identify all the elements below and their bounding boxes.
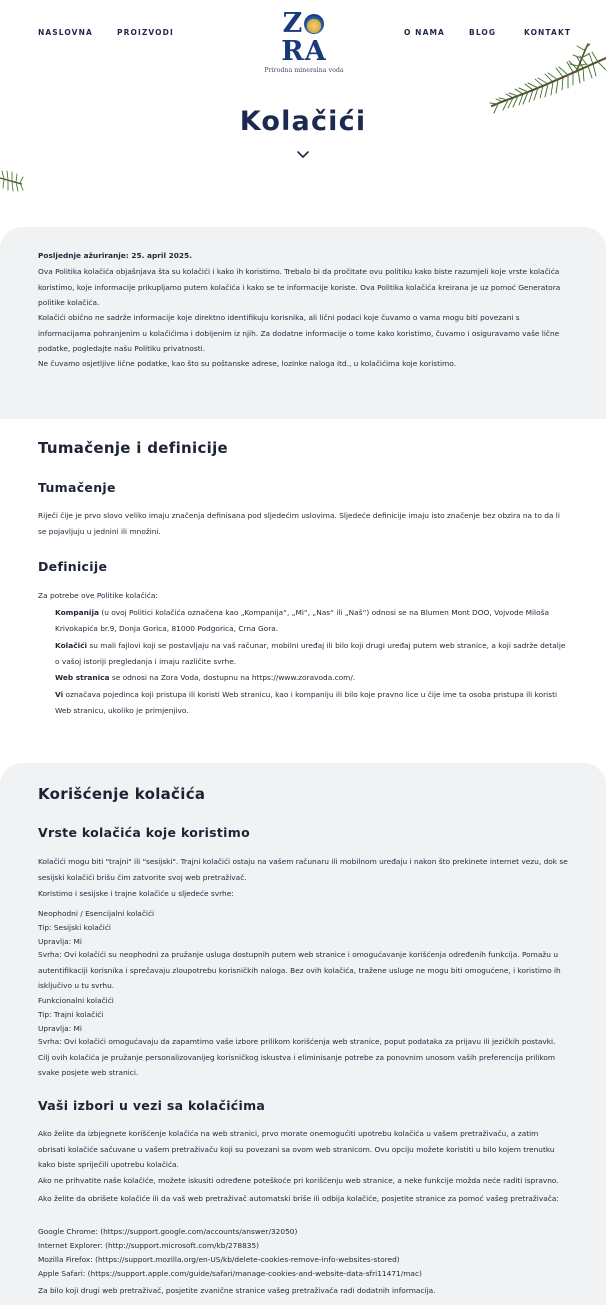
section-heading-definitions: Tumačenje i definicije [38,439,229,457]
functional-cookies-title: Funkcionalni kolačići [38,996,114,1005]
subheading-cookie-choices: Vaši izbori u vezi sa kolačićima [38,1098,266,1113]
nav-link-about[interactable]: O NAMA [404,28,445,37]
definition-item-website: Web stranica se odnosi na Zora Voda, dostupnu na https://www.zoravoda.com/. [55,673,356,682]
necessary-cookies-admin: Upravlja: Mi [38,937,82,946]
cookie-choices-paragraph: Ako želite da obrišete kolačiće ili da vaš web pretraživač automatski briše ili odbija kolačiće, posjetite stranice za pomoć vašeg pretraživača: [38,1194,559,1203]
interpretation-paragraph: Riječi čije je prvo slovo veliko imaju značenja definisana pod sljedećim uslovima. Sljedeće definicije imaju isto značenje bez obzira na to da li se pojavljuju u jednini ili množini. [38,511,560,536]
logo-tagline: Prirodna mineralna voda [264,67,344,74]
necessary-cookies-title: Neophodni / Esencijalni kolačići [38,909,155,918]
nav-link-contact[interactable]: KONTAKT [524,28,572,37]
nav-link-blog[interactable]: BLOG [469,28,497,37]
functional-cookies-type: Tip: Trajni kolačići [38,1010,104,1019]
definition-item-company: Kompanija (u ovoj Politici kolačića označena kao „Kompanija“, „Mi“, „Nas“ ili „Naš“) odnosi se na Blumen Mont DOO, Vojvode Miloša Krivokapića br.9, Donja Gorica, 81000 Podgorica, Crna Gora. [55,608,549,633]
browser-help-ie[interactable]: Internet Explorer: (http://support.microsoft.com/kb/278835) [38,1241,260,1250]
browser-help-safari[interactable]: Apple Safari: (https://support.apple.com/guide/safari/manage-cookies-and-website-data-sfri11471/mac) [38,1269,422,1278]
pine-branch-icon [0,160,26,200]
cookie-purposes-intro: Koristimo i sesijske i trajne kolačiće u sljedeće svrhe: [38,889,234,898]
intro-paragraph: Ne čuvamo osjetljive lične podatke, kao što su poštanske adrese, lozinke naloga itd., u kolačićima koje koristimo. [38,359,456,368]
intro-paragraph: Kolačići obično ne sadrže informacije koje direktno identifikuju korisnika, ali lični podaci koje čuvamo o vama mogu biti povezani s informacijama pohranjenim u kolačićima i dobijenim iz njih. Za dodatne informacije o tome kako koristimo, čuvamo i osiguravamo vaše lične podatke, pogledajte našu Politiku privatnosti. [38,313,560,353]
necessary-cookies-type: Tip: Sesijski kolačići [38,923,111,932]
subheading-cookie-types: Vrste kolačića koje koristimo [38,825,250,840]
functional-cookies-purpose: Svrha: Ovi kolačići omogućavaju da zapamtimo vaše izbore prilikom korišćenja web stranice, poput podataka za prijavu ili jezičkih postavki. Cilj ovih kolačića je pružanje personalizovanijeg korisničkog iskustva i eliminisanje potrebe za ponovnim unosom vaših preferencija prilikom svake posjete web stranici. [38,1037,556,1077]
intro-paragraph: Ova Politika kolačića objašnjava šta su kolačići i kako ih koristimo. Trebalo bi da pročitate ovu politiku kako biste razumjeli koje vrste kolačića koristimo, koje informacije prikupljamo putem kolačića i kako se te informacije koriste. Ova Politika kolačića kreirana je uz pomoć Generatora politike kolačića. [38,267,561,307]
chevron-down-icon[interactable] [296,150,310,160]
subheading-interpretation: Tumačenje [38,480,116,495]
functional-cookies-admin: Upravlja: Mi [38,1024,82,1033]
site-logo[interactable] [264,8,344,74]
cookie-choices-paragraph: Ako ne prihvatite naše kolačiće, možete iskusiti određene poteškoće pri korišćenju web stranice, a neke funkcije možda neće raditi ispravno. [38,1176,559,1185]
definition-item-you: Vi označava pojedinca koji pristupa ili koristi Web stranicu, kao i kompaniju ili bilo koje pravno lice u čije ime ta osoba pristupa ili koristi Web stranicu, ukoliko je primjenjivo. [55,690,558,715]
browser-help-chrome[interactable]: Google Chrome: (https://support.google.com/accounts/answer/32050) [38,1227,298,1236]
necessary-cookies-purpose: Svrha: Ovi kolačići su neophodni za pružanje usluga dostupnih putem web stranice i omogućavanje korišćenja određenih funkcija. Pomažu u autentifikaciji korisnika i sprečavaju zloupotrebu korisničkih naloga. Bez ovih kolačića, tražene usluge ne mogu biti omogućene, i koristimo ih isključivo u tu svrhu. [38,950,561,990]
last-updated-label: Posljednje ažuriranje: 25. april 2025. [38,251,192,260]
definitions-intro: Za potrebe ove Politike kolačića: [38,591,158,600]
nav-link-products[interactable]: PROIZVODI [117,28,174,37]
logo-sun-icon [304,14,324,34]
logo-wordmark: ZRA [281,8,327,67]
nav-link-home[interactable]: NASLOVNA [38,28,93,37]
cookie-choices-paragraph: Ako želite da izbjegnete korišćenje kolačića na web stranici, prvo morate onemogućiti upotrebu kolačića u vašem pretraživaču, a zatim obrisati kolačiće sačuvane u vašem pretraživaču koji su povezani sa ovom web stranicom. Ovu opciju možete koristiti u bilo kojem trenutku kako biste spriječili upotrebu kolačića. [38,1129,555,1169]
cookie-choices-paragraph: Za bilo koji drugi web pretraživač, posjetite zvanične stranice vašeg pretraživača radi dodatnih informacija. [38,1286,436,1295]
page-title: Kolačići [239,106,367,137]
definition-item-cookies: Kolačići su mali fajlovi koji se postavljaju na vaš računar, mobilni uređaj ili bilo koji drugi uređaj putem web stranice, a koji sadrže detalje o vašoj istoriji pregledanja i imaju različite svrhe. [55,641,566,666]
cookie-types-paragraph: Kolačići mogu biti "trajni" ili "sesijski". Trajni kolačići ostaju na vašem računaru ili mobilnom uređaju i nakon što prekinete internet vezu, dok se sesijski kolačići brišu čim zatvorite svoj web pretraživač. [38,857,568,882]
section-heading-usage: Korišćenje kolačića [38,785,206,803]
browser-help-firefox[interactable]: Mozilla Firefox: (https://support.mozilla.org/en-US/kb/delete-cookies-remove-info-websites-stored) [38,1255,400,1264]
subheading-definitions: Definicije [38,559,108,574]
